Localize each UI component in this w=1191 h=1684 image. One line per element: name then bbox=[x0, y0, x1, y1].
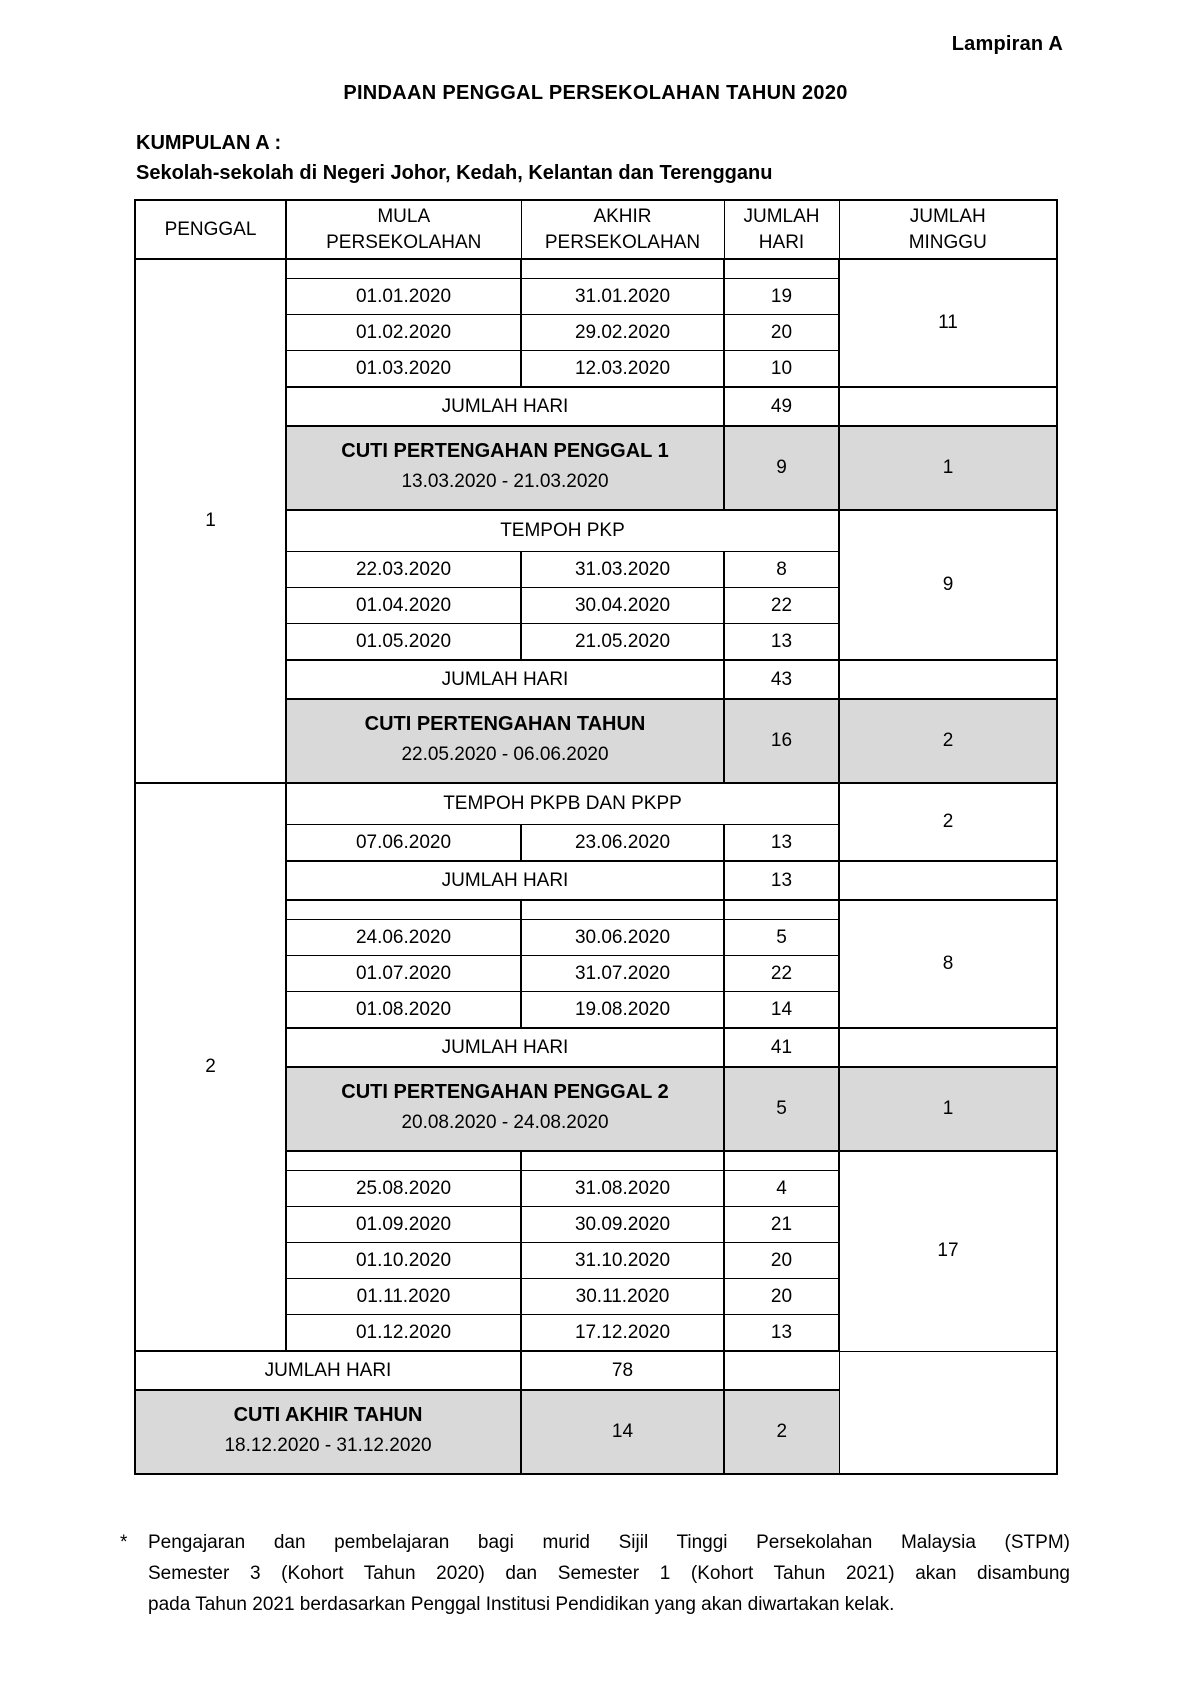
p1-b1-r2-akhir: 12.03.2020 bbox=[521, 351, 724, 388]
p2-b3-r1-mula: 01.09.2020 bbox=[286, 1207, 521, 1243]
p2-b3-total-label: JUMLAH HARI bbox=[135, 1351, 521, 1390]
p2-b2-minggu: 8 bbox=[839, 900, 1057, 1028]
group-label: KUMPULAN A : bbox=[136, 132, 282, 154]
appendix-label: Lampiran A bbox=[951, 33, 1063, 55]
p2-b2-total-minggu-blank bbox=[839, 1028, 1057, 1067]
p2-cuti1-title: CUTI PERTENGAHAN PENGGAL 2 bbox=[341, 1081, 669, 1103]
footnote-line-2: Semester 3 (Kohort Tahun 2020) dan Semester 1 (Kohort Tahun 2021) akan disambung bbox=[148, 1563, 1070, 1584]
p1-b1-r1-hari: 20 bbox=[724, 315, 839, 351]
footnote-marker: * bbox=[120, 1532, 128, 1553]
col-header-mula-line2: PERSEKOLAHAN bbox=[326, 231, 482, 253]
p2-b2-r2-mula: 01.08.2020 bbox=[286, 992, 521, 1029]
p2-b3-r2-hari: 20 bbox=[724, 1243, 839, 1279]
p2-b3-r2-akhir: 31.10.2020 bbox=[521, 1243, 724, 1279]
p2-b3-r4-akhir: 17.12.2020 bbox=[521, 1315, 724, 1352]
p2-tempoh-pkpb-label: TEMPOH PKPB DAN PKPP bbox=[286, 783, 839, 825]
p2-b2-total-hari: 41 bbox=[724, 1028, 839, 1067]
page-title: PINDAAN PENGGAL PERSEKOLAHAN TAHUN 2020 bbox=[343, 82, 848, 104]
p2-b3-r3-hari: 20 bbox=[724, 1279, 839, 1315]
p1-b1-r2-mula: 01.03.2020 bbox=[286, 351, 521, 388]
p1-cuti1-body bbox=[286, 426, 724, 510]
p1-b1-r0-akhir: 31.01.2020 bbox=[521, 279, 724, 315]
p1-cuti1-title: CUTI PERTENGAHAN PENGGAL 1 bbox=[341, 440, 669, 462]
p2-cuti2-body bbox=[135, 1390, 521, 1474]
p2-b3-r3-mula: 01.11.2020 bbox=[286, 1279, 521, 1315]
col-header-akhir bbox=[521, 200, 724, 259]
p1-cuti1-hari: 9 bbox=[724, 426, 839, 510]
p1-b2-r1-mula: 01.04.2020 bbox=[286, 588, 521, 624]
col-header-penggal: PENGGAL bbox=[135, 200, 286, 259]
p2-b1-r0-akhir: 23.06.2020 bbox=[521, 825, 724, 862]
p2-b3-r4-mula: 01.12.2020 bbox=[286, 1315, 521, 1352]
col-header-minggu-line2: MINGGU bbox=[908, 231, 987, 253]
group-description: Sekolah-sekolah di Negeri Johor, Kedah, Kelantan dan Terengganu bbox=[136, 162, 773, 184]
p1-cuti2-minggu: 2 bbox=[839, 699, 1057, 783]
table-row-tempoh bbox=[135, 783, 1057, 825]
p1-b1-total-hari: 49 bbox=[724, 387, 839, 426]
p2-b1-total-minggu-blank bbox=[839, 861, 1057, 900]
p1-b1-r2-hari: 10 bbox=[724, 351, 839, 388]
group-heading bbox=[136, 128, 772, 188]
p2-b3-r1-akhir: 30.09.2020 bbox=[521, 1207, 724, 1243]
table-row bbox=[135, 259, 1057, 279]
p2-cuti2-hari: 14 bbox=[521, 1390, 724, 1474]
school-term-table bbox=[134, 199, 1058, 1475]
p1-b2-r0-mula: 22.03.2020 bbox=[286, 552, 521, 588]
p2-cuti2-minggu: 2 bbox=[724, 1390, 839, 1474]
col-header-jumlah-hari bbox=[724, 200, 839, 259]
p2-b3-r0-mula: 25.08.2020 bbox=[286, 1171, 521, 1207]
p2-b2-r2-hari: 14 bbox=[724, 992, 839, 1029]
p2-b3-total-hari: 78 bbox=[521, 1351, 724, 1390]
p2-b1-total-label: JUMLAH HARI bbox=[286, 861, 724, 900]
p2-b2-r0-mula: 24.06.2020 bbox=[286, 920, 521, 956]
p1-b1-minggu: 11 bbox=[839, 259, 1057, 387]
p1-b2-r1-akhir: 30.04.2020 bbox=[521, 588, 724, 624]
p1-b1-total-minggu-blank bbox=[839, 387, 1057, 426]
p1-cuti2-title: CUTI PERTENGAHAN TAHUN bbox=[364, 713, 646, 735]
p2-b3-r3-akhir: 30.11.2020 bbox=[521, 1279, 724, 1315]
table-body bbox=[135, 259, 1057, 1474]
p2-b3-r0-hari: 4 bbox=[724, 1171, 839, 1207]
p2-b3-r2-mula: 01.10.2020 bbox=[286, 1243, 521, 1279]
p1-b1-r1-akhir: 29.02.2020 bbox=[521, 315, 724, 351]
p1-b2-r1-hari: 22 bbox=[724, 588, 839, 624]
p2-cuti1-body bbox=[286, 1067, 724, 1151]
spacer-mula-3 bbox=[286, 1151, 521, 1171]
p1-b2-r2-mula: 01.05.2020 bbox=[286, 624, 521, 661]
holiday-row-cuti-akhir-tahun bbox=[135, 1390, 1057, 1474]
table-header-row bbox=[135, 200, 1057, 259]
spacer-mula bbox=[286, 259, 521, 279]
col-header-mula-line1: MULA bbox=[377, 205, 431, 227]
col-header-mula bbox=[286, 200, 521, 259]
spacer-hari bbox=[724, 259, 839, 279]
col-header-jumlah-minggu bbox=[839, 200, 1057, 259]
p2-cuti1-hari: 5 bbox=[724, 1067, 839, 1151]
col-header-minggu-line1: JUMLAH bbox=[909, 205, 986, 227]
footnote bbox=[120, 1527, 1070, 1620]
p2-b3-r0-akhir: 31.08.2020 bbox=[521, 1171, 724, 1207]
col-header-hari-line1: JUMLAH bbox=[743, 205, 820, 227]
p1-b2-minggu: 9 bbox=[839, 510, 1057, 660]
p1-b2-total-label: JUMLAH HARI bbox=[286, 660, 724, 699]
p2-b2-r1-hari: 22 bbox=[724, 956, 839, 992]
p2-b2-r0-hari: 5 bbox=[724, 920, 839, 956]
p2-b1-r0-hari: 13 bbox=[724, 825, 839, 862]
p2-b3-minggu: 17 bbox=[839, 1151, 1057, 1351]
school-term-table-wrapper bbox=[134, 199, 1058, 1475]
p2-b1-r0-mula: 07.06.2020 bbox=[286, 825, 521, 862]
p1-b1-r0-mula: 01.01.2020 bbox=[286, 279, 521, 315]
p1-b2-r2-hari: 13 bbox=[724, 624, 839, 661]
p1-b2-total-hari: 43 bbox=[724, 660, 839, 699]
spacer-hari-2 bbox=[724, 900, 839, 920]
p1-b2-r0-akhir: 31.03.2020 bbox=[521, 552, 724, 588]
p1-b2-r2-akhir: 21.05.2020 bbox=[521, 624, 724, 661]
p2-cuti2-title: CUTI AKHIR TAHUN bbox=[233, 1404, 423, 1426]
footnote-line-3: pada Tahun 2021 berdasarkan Penggal Institusi Pendidikan yang akan diwartakan kelak. bbox=[148, 1594, 895, 1615]
col-header-hari-line2: HARI bbox=[758, 231, 805, 253]
p1-b1-r1-mula: 01.02.2020 bbox=[286, 315, 521, 351]
p2-b2-r1-mula: 01.07.2020 bbox=[286, 956, 521, 992]
footnote-body bbox=[148, 1527, 1070, 1620]
p2-b2-r2-akhir: 19.08.2020 bbox=[521, 992, 724, 1029]
col-header-akhir-line2: PERSEKOLAHAN bbox=[544, 231, 701, 253]
p1-tempoh-pkp-label: TEMPOH PKP bbox=[286, 510, 839, 552]
footnote-line-1: Pengajaran dan pembelajaran bagi murid Sijil Tinggi Persekolahan Malaysia (STPM) bbox=[148, 1532, 1070, 1553]
p2-cuti1-minggu: 1 bbox=[839, 1067, 1057, 1151]
p1-b2-r0-hari: 8 bbox=[724, 552, 839, 588]
p2-cuti1-dates: 20.08.2020 - 24.08.2020 bbox=[401, 1112, 609, 1133]
spacer-akhir-2 bbox=[521, 900, 724, 920]
p1-cuti2-dates: 22.05.2020 - 06.06.2020 bbox=[401, 744, 609, 765]
col-header-akhir-line1: AKHIR bbox=[593, 205, 652, 227]
p2-b2-r1-akhir: 31.07.2020 bbox=[521, 956, 724, 992]
p2-b3-total-minggu-blank bbox=[724, 1351, 839, 1390]
p2-b3-r4-hari: 13 bbox=[724, 1315, 839, 1352]
p1-b1-r0-hari: 19 bbox=[724, 279, 839, 315]
spacer-akhir bbox=[521, 259, 724, 279]
p2-cuti2-dates: 18.12.2020 - 31.12.2020 bbox=[224, 1435, 432, 1456]
p2-b3-r1-hari: 21 bbox=[724, 1207, 839, 1243]
p1-cuti1-minggu: 1 bbox=[839, 426, 1057, 510]
p2-b2-total-label: JUMLAH HARI bbox=[286, 1028, 724, 1067]
spacer-mula-2 bbox=[286, 900, 521, 920]
p2-b1-total-hari: 13 bbox=[724, 861, 839, 900]
table-row-total bbox=[135, 1351, 1057, 1390]
p1-cuti2-body bbox=[286, 699, 724, 783]
penggal-2-cell: 2 bbox=[135, 783, 286, 1351]
p1-b1-total-label: JUMLAH HARI bbox=[286, 387, 724, 426]
penggal-1-cell: 1 bbox=[135, 259, 286, 783]
p1-cuti2-hari: 16 bbox=[724, 699, 839, 783]
p2-b2-r0-akhir: 30.06.2020 bbox=[521, 920, 724, 956]
table-header bbox=[135, 200, 1057, 259]
spacer-hari-3 bbox=[724, 1151, 839, 1171]
p1-cuti1-dates: 13.03.2020 - 21.03.2020 bbox=[401, 471, 609, 492]
p2-b1-minggu: 2 bbox=[839, 783, 1057, 861]
spacer-akhir-3 bbox=[521, 1151, 724, 1171]
p1-b2-total-minggu-blank bbox=[839, 660, 1057, 699]
